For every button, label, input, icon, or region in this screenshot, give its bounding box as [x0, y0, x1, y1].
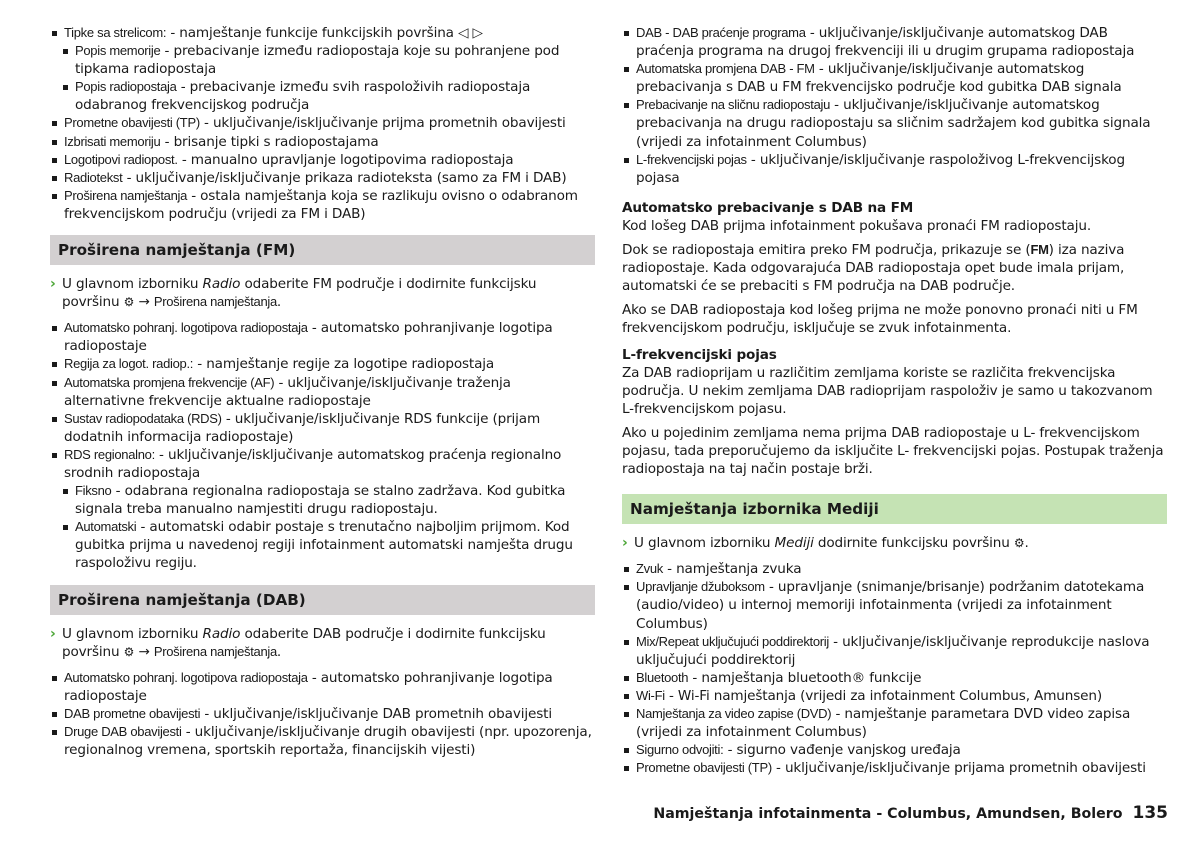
list-item — [622, 669, 1167, 687]
right-column — [622, 24, 1167, 777]
item-description: - uključivanje/isključivanje traženja alternativne frekvencije aktualne radiopostaje — [64, 374, 511, 409]
footer-title: Namještanja infotainmenta - Columbus, Amundsen, Bolero — [653, 806, 1123, 822]
item-term: Wi-Fi — [636, 687, 665, 703]
media-intro-menu: Mediji — [774, 535, 814, 552]
list-item — [50, 446, 595, 482]
item-term: Radiotekst — [64, 169, 123, 185]
item-description: - uključivanje/isključivanje prijma prometnih obavijesti — [199, 115, 566, 132]
list-item — [50, 410, 595, 446]
item-description: - automatsko pohranjivanje logotipa radiopostaje — [64, 669, 553, 704]
item-description: - namještanja bluetooth® funkcije — [688, 669, 922, 686]
dab-intro-text-b: odaberite DAB područje i dodirnite funkcijsku površinu — [62, 625, 546, 660]
dab-intro-term: Proširena namještanja — [153, 643, 277, 659]
item-description: - sigurno vađenje vanjskog uređaja — [723, 742, 961, 759]
dab-intro-end: . — [276, 643, 282, 660]
list-item — [622, 60, 1167, 96]
list-item — [622, 151, 1167, 187]
item-description: - prebacivanje između svih raspoloživih radiopostaja odabranog frekvencijskog područja — [75, 79, 531, 114]
chevron-right-icon: › — [622, 535, 628, 552]
list-item — [622, 96, 1167, 150]
item-term: Prebacivanje na sličnu radiopostaju — [636, 97, 831, 113]
list-item — [622, 705, 1167, 741]
item-term: L-frekvencijski pojas — [636, 151, 747, 167]
l-band-para-2: Ako u pojedinim zemljama nema prijma DAB radiopostaje u L- frekvencijskom pojasu, tada preporučujemo da isključite L- frekvencijski pojas. Postupak traženja radiopostaja na taj način postaje brži. — [622, 424, 1164, 478]
gear-icon: ⚙ — [123, 644, 135, 659]
item-description: - uključivanje/isključivanje DAB prometnih obavijesti — [200, 705, 552, 722]
item-description: - uključivanje/isključivanje automatskog praćenja regionalno srodnih radiopostaja — [64, 446, 562, 481]
list-item — [50, 151, 595, 169]
item-description: - uključivanje/isključivanje raspoloživog L-frekvencijskog pojasa — [636, 151, 1125, 186]
list-item — [50, 705, 595, 723]
dab-list — [50, 669, 595, 759]
item-term: Fiksno — [75, 483, 112, 499]
page-number: 135 — [1132, 803, 1168, 823]
media-list — [622, 560, 1167, 777]
list-item — [622, 24, 1167, 60]
item-description: - uključivanje/isključivanje automatskog prebacivanja s DAB u FM frekvencijsko područje kod gubitka DAB signala — [636, 61, 1122, 96]
item-term: DAB prometne obavijesti — [64, 705, 201, 721]
list-item — [622, 633, 1167, 669]
sub-list-item — [50, 482, 595, 518]
item-description: - automatski odabir postaje s trenutačno najboljim prijmom. Kod gubitka prijma u navedenoj regiji infotainment automatski namješta drugu raspoloživu regiju. — [75, 519, 573, 572]
item-term: Zvuk — [636, 561, 663, 577]
item-term: Sigurno odvojiti: — [636, 742, 724, 758]
section-heading-media: Namještanja izbornika Mediji — [622, 494, 1167, 524]
item-description: - prebacivanje između radiopostaja koje su pohranjene pod tipkama radiopostaja — [75, 43, 560, 78]
list-item — [50, 187, 595, 223]
auto-p2-a: Dok se radiopostaja emitira preko FM područja, prikazuje se ( — [622, 242, 1031, 259]
left-top-list — [50, 24, 595, 223]
item-term: Proširena namještanja — [64, 187, 188, 203]
gear-icon: ⚙ — [1013, 536, 1025, 551]
media-intro — [622, 534, 1167, 552]
fm-intro — [50, 275, 595, 311]
list-item — [50, 24, 595, 42]
item-term: Upravljanje džuboksom — [636, 579, 765, 595]
section-heading-dab: Proširena namještanja (DAB) — [50, 585, 595, 615]
l-band-heading: L-frekvencijski pojas — [622, 346, 777, 363]
auto-switch-para-3: Ako se DAB radiopostaja kod lošeg prijma ne može ponovno pronaći niti u FM frekvencijskom području, isključuje se zvuk infotainmenta. — [622, 302, 1138, 337]
right-top-list — [622, 24, 1167, 187]
item-description: - uključivanje/isključivanje automatskog DAB praćenja programa na drugoj frekvenciji ili u drugim grupama radiopostaja — [636, 25, 1135, 60]
auto-switch-para-1: Kod lošeg DAB prijma infotainment pokušava pronaći FM radiopostaju. — [622, 217, 1091, 234]
item-term: RDS regionalno: — [64, 446, 155, 462]
item-term: Automatsko pohranj. logotipova radiopostaja — [64, 320, 308, 336]
item-description: - odabrana regionalna radiopostaja se stalno zadržava. Kod gubitka signala treba manualno namjestiti drugu radiopostaju. — [75, 483, 566, 518]
list-item — [50, 319, 595, 355]
list-item — [50, 374, 595, 410]
item-description: - uključivanje/isključivanje reprodukcije naslova uključujući poddirektorij — [636, 633, 1150, 668]
dab-intro-menu: Radio — [202, 625, 241, 642]
item-description: - manualno upravljanje logotipovima radiopostaja — [177, 151, 514, 168]
item-term: Prometne obavijesti (TP) — [64, 115, 200, 131]
chevron-right-icon: › — [50, 625, 56, 642]
item-description: - uključivanje/isključivanje prikaza radioteksta (samo za FM i DAB) — [122, 169, 567, 186]
item-term: Druge DAB obavijesti — [64, 724, 182, 739]
list-item — [50, 723, 595, 759]
item-term: Popis radiopostaja — [75, 79, 177, 95]
item-description: - upravljanje (snimanje/brisanje) podržanim datotekama (audio/video) u internoj memoriji infotainmenta (vrijedi za infotainment Columbus) — [636, 579, 1145, 632]
item-description: - brisanje tipki s radiopostajama — [160, 133, 379, 150]
arrow-icon: → — [134, 643, 154, 660]
dab-intro — [50, 625, 595, 661]
item-term: Tipke sa strelicom: — [64, 25, 167, 40]
list-item — [50, 355, 595, 373]
item-term: Popis memorije — [75, 43, 161, 59]
item-term: Namještanja za video zapise (DVD) — [636, 706, 832, 721]
item-term: Regija za logot. radiop.: — [64, 356, 194, 372]
sub-list-item — [50, 78, 595, 114]
left-column — [50, 24, 595, 759]
item-description: - uključivanje/isključivanje prijama prometnih obavijesti — [771, 760, 1146, 777]
item-description: - namještanje regije za logotipe radiopostaja — [193, 356, 495, 373]
list-item — [50, 114, 595, 132]
item-description: - ostala namještanja koja se razlikuju ovisno o odabranom frekvencijskom području (vrijedi za FM i DAB) — [64, 187, 578, 222]
item-description: - automatsko pohranjivanje logotipa radiopostaje — [64, 320, 553, 355]
item-term: Prometne obavijesti (TP) — [636, 760, 772, 776]
fm-intro-term: Proširena namještanja — [153, 294, 277, 310]
item-description: - uključivanje/isključivanje RDS funkcije (prijam dodatnih informacija radiopostaje) — [64, 410, 541, 445]
sub-list-item — [50, 518, 595, 572]
list-item — [50, 169, 595, 187]
auto-switch-para-2 — [622, 241, 1167, 295]
item-term: Automatska promjena frekvencije (AF) — [64, 374, 275, 390]
list-item — [622, 578, 1167, 632]
list-item — [50, 669, 595, 705]
l-band-para-1: Za DAB radioprijam u različitim zemljama koriste se različita frekvencijska područja. U nekim zemljama DAB radioprijam raspoloživ je samo u takozvanom L-frekvencijskom pojasu. — [622, 364, 1153, 417]
fm-intro-text-a: U glavnom izborniku — [62, 276, 203, 293]
fm-intro-text-b: odaberite FM područje i dodirnite funkcijsku površinu — [62, 276, 537, 311]
item-description: - namještanja zvuka — [662, 561, 802, 578]
arrow-icon: → — [134, 294, 154, 311]
item-description: - namještanje funkcije funkcijskih površina ◁ ▷ — [166, 25, 483, 41]
chevron-right-icon: › — [50, 276, 56, 293]
item-term: Logotipovi radiopost. — [64, 151, 178, 167]
list-item — [622, 687, 1167, 705]
media-intro-text-a: U glavnom izborniku — [634, 535, 775, 552]
auto-p2-b: ) iza naziva radiopostaje. Kada odgovarajuća DAB radiopostaja opet bude imala prijam, automatski će se prebaciti s FM područja na DAB područje. — [622, 242, 1125, 295]
section-heading-fm: Proširena namještanja (FM) — [50, 235, 595, 265]
item-term: Bluetooth — [636, 669, 689, 685]
dab-intro-text-a: U glavnom izborniku — [62, 625, 203, 642]
item-term: Automatski — [75, 519, 137, 535]
fm-intro-end: . — [276, 294, 282, 311]
item-description: - uključivanje/isključivanje automatskog prebacivanja na drugu radiopostaju sa sličnim sadržajem kod gubitka signala (vrijedi za infotainment Columbus) — [636, 97, 1151, 150]
media-intro-end: . — [1024, 535, 1029, 552]
auto-switch-heading: Automatsko prebacivanje s DAB na FM — [622, 199, 914, 216]
list-item — [622, 741, 1167, 759]
item-term: Automatska promjena DAB - FM — [636, 61, 815, 77]
page-footer — [653, 803, 1168, 823]
media-intro-text-b: dodirnite funkcijsku površinu — [813, 535, 1014, 552]
item-description: - namještanje parametara DVD video zapisa (vrijedi za infotainment Columbus) — [636, 706, 1131, 741]
sub-list-item — [50, 42, 595, 78]
item-term: Automatsko pohranj. logotipova radiopostaja — [64, 669, 308, 685]
fm-intro-menu: Radio — [202, 276, 241, 293]
item-description: - Wi-Fi namještanja (vrijedi za infotainment Columbus, Amunsen) — [664, 687, 1102, 704]
list-item — [50, 133, 595, 151]
item-term: DAB - DAB praćenje programa — [636, 25, 806, 40]
list-item — [622, 759, 1167, 777]
fm-list — [50, 319, 595, 572]
gear-icon: ⚙ — [123, 295, 135, 310]
fm-symbol: FM — [1030, 242, 1049, 258]
list-item — [622, 560, 1167, 578]
item-term: Mix/Repeat uključujući poddirektorij — [636, 633, 829, 649]
item-term: Izbrisati memoriju — [64, 133, 161, 149]
item-term: Sustav radiopodataka (RDS) — [64, 410, 222, 426]
item-description: - uključivanje/isključivanje drugih obavijesti (npr. upozorenja, regionalnog vremena, sportskih reportaža, financijskih vijesti) — [64, 724, 592, 759]
